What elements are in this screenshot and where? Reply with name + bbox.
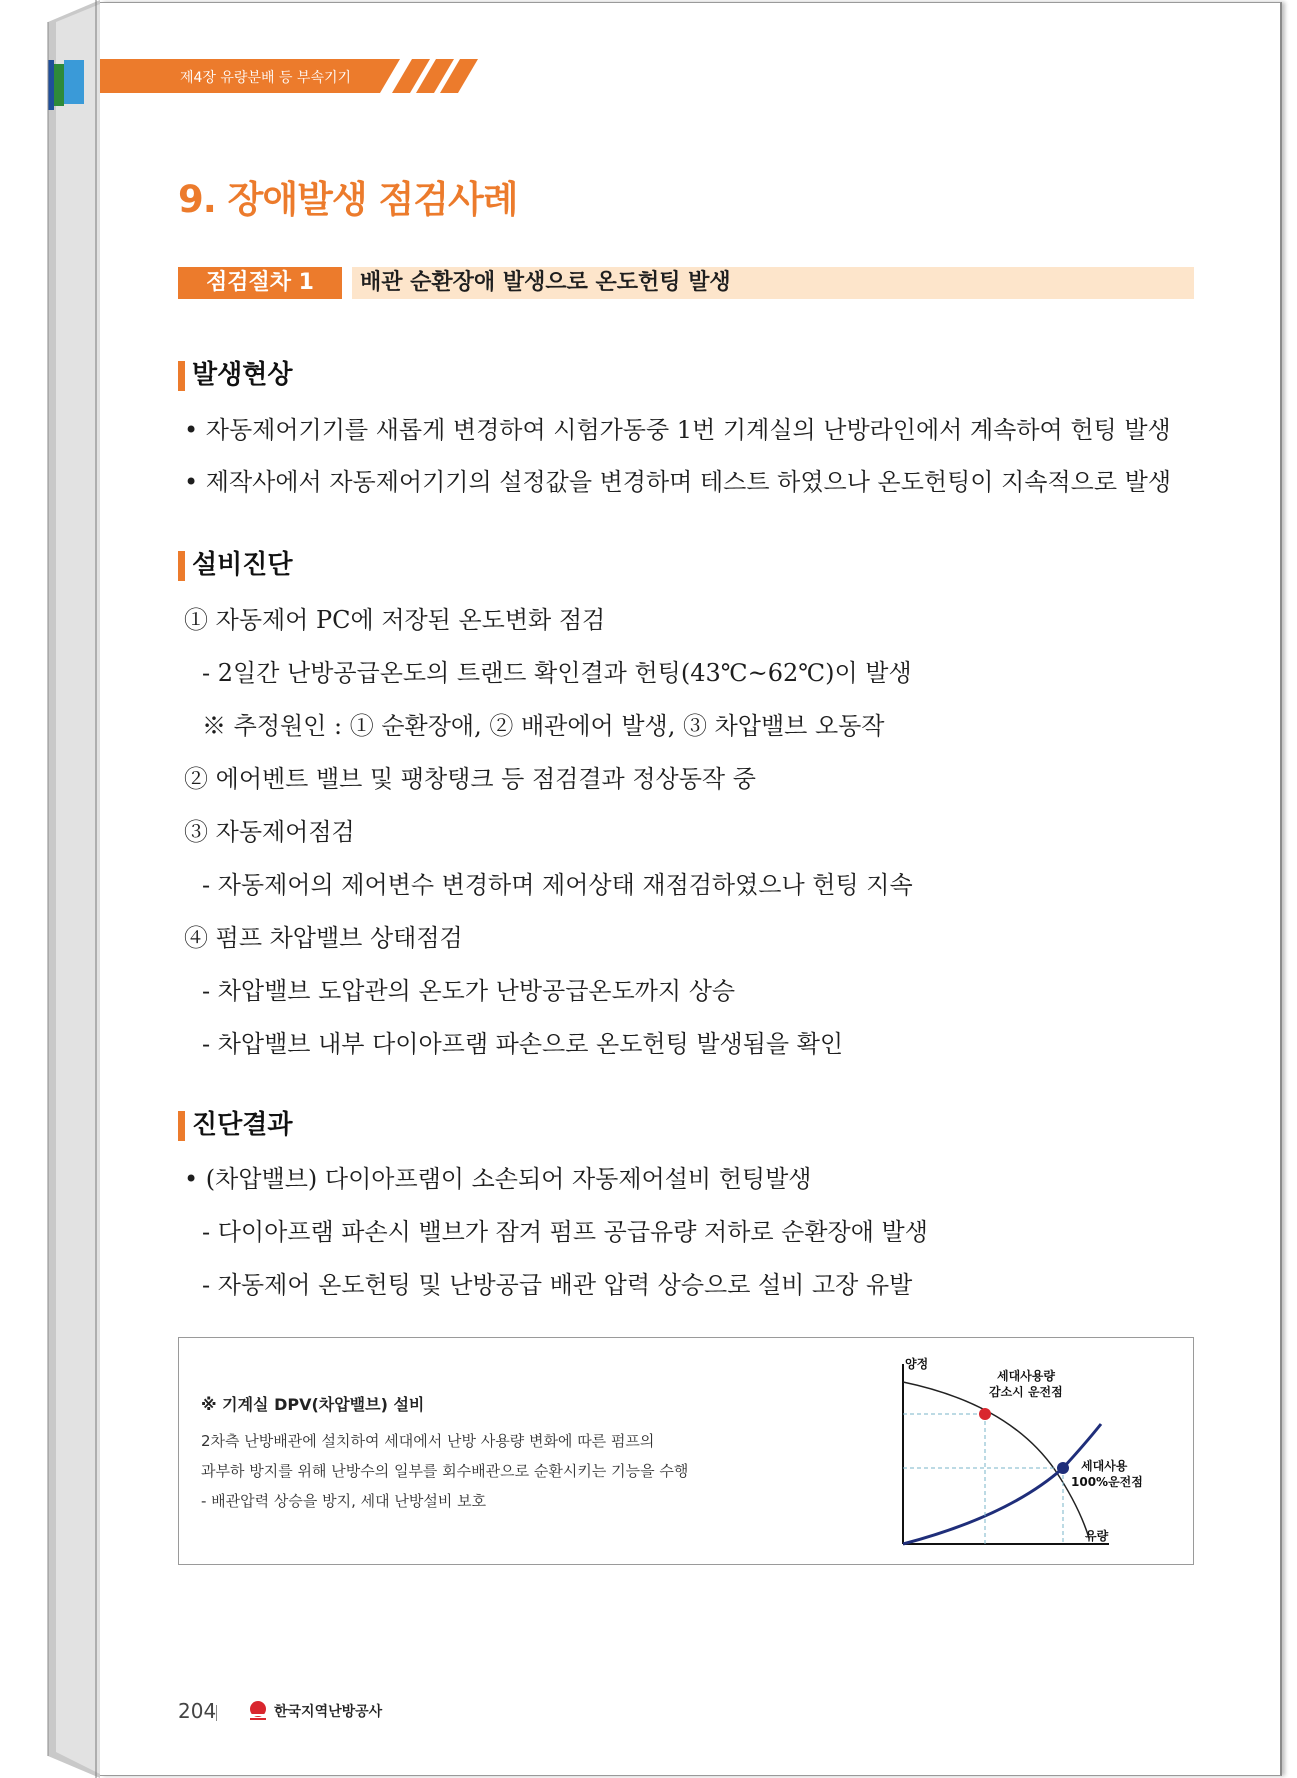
diagnosis-line-1: ① 자동제어 PC에 저장된 온도변화 점검 xyxy=(184,606,606,634)
diagnosis-line-3: ※ 추정원인 : ① 순환장애, ② 배관에어 발생, ③ 차압밸브 오동작 xyxy=(202,712,885,740)
result-bullet: • (차압밸브) 다이아프램이 소손되어 자동제어설비 헌팅발생 xyxy=(184,1164,811,1194)
document-page xyxy=(100,2,1282,1776)
pump-curve-diagram xyxy=(889,1356,1179,1556)
y-axis-label: 양정 xyxy=(905,1357,929,1371)
diagnosis-line-6: - 자동제어의 제어변수 변경하며 제어상태 재점검하였으나 헌팅 지속 xyxy=(202,871,913,899)
book-edge xyxy=(0,0,100,1778)
page-number: 204 xyxy=(178,1699,217,1723)
note-line-2: 과부하 방지를 위해 난방수의 일부를 회수배관으로 순환시키는 기능을 수행 xyxy=(201,1462,689,1480)
dpv-note-box xyxy=(178,1337,1194,1565)
note-line-1: 2차측 난방배관에 설치하여 세대에서 난방 사용량 변화에 따른 펌프의 xyxy=(201,1432,655,1450)
organization-name: 한국지역난방공사 xyxy=(274,1704,383,1720)
occurrence-heading: 발생현상 xyxy=(178,359,292,391)
occurrence-item-2: • 제작사에서 자동제어기기의 설정값을 변경하며 테스트 하였으나 온도헌팅이 지속적으로 발생 xyxy=(184,467,1171,497)
occurrence-item-1: • 자동제어기기를 새롭게 변경하여 시험가동중 1번 기계실의 난방라인에서 계속하여 헌팅 발생 xyxy=(184,415,1171,445)
organization-logo-icon xyxy=(246,1699,270,1723)
chapter-label: 제4장 유량분배 등 부속기기 xyxy=(180,70,352,86)
point1-label-line2: 감소시 운전점 xyxy=(989,1385,1063,1399)
point1-label-line1: 세대사용량 xyxy=(997,1369,1055,1383)
result-line-2: - 자동제어 온도헌팅 및 난방공급 배관 압력 상승으로 설비 고장 유발 xyxy=(202,1271,913,1299)
note-line-3: - 배관압력 상승을 방지, 세대 난방설비 보호 xyxy=(201,1492,487,1510)
diagnosis-line-2: - 2일간 난방공급온도의 트랜드 확인결과 헌팅(43℃~62℃)이 발생 xyxy=(202,659,912,687)
point2-label-line1: 세대사용 xyxy=(1081,1459,1128,1473)
result-heading: 진단결과 xyxy=(178,1109,292,1141)
note-title: ※ 기계실 DPV(차압밸브) 설비 xyxy=(201,1395,425,1414)
pump-curve xyxy=(903,1382,1089,1538)
result-line-1: - 다이아프램 파손시 밸브가 잠겨 펌프 공급유량 저하로 순환장애 발생 xyxy=(202,1218,928,1246)
procedure-label: 점검절차 1 xyxy=(178,267,342,299)
diagnosis-line-9: - 차압밸브 내부 다이아프램 파손으로 온도헌팅 발생됨을 확인 xyxy=(202,1030,844,1058)
diagnosis-heading: 설비진단 xyxy=(178,549,292,581)
section-title: 9. 장애발생 점검사례 xyxy=(178,178,518,221)
diagnosis-line-5: ③ 자동제어점검 xyxy=(184,818,355,846)
diagnosis-line-7: ④ 펌프 차압밸브 상태점검 xyxy=(184,924,463,952)
full-load-operating-point xyxy=(1057,1462,1069,1474)
reduced-load-operating-point xyxy=(979,1408,991,1420)
diagnosis-line-4: ② 에어벤트 밸브 및 팽창탱크 등 점검결과 정상동작 중 xyxy=(184,765,756,793)
point2-label-line2: 100%운전점 xyxy=(1071,1475,1143,1489)
diagnosis-line-8: - 차압밸브 도압관의 온도가 난방공급온도까지 상승 xyxy=(202,977,736,1005)
footer-separator xyxy=(216,1705,217,1721)
procedure-title: 배관 순환장애 발생으로 온도헌팅 발생 xyxy=(352,267,1194,299)
x-axis-label: 유량 xyxy=(1085,1529,1109,1543)
